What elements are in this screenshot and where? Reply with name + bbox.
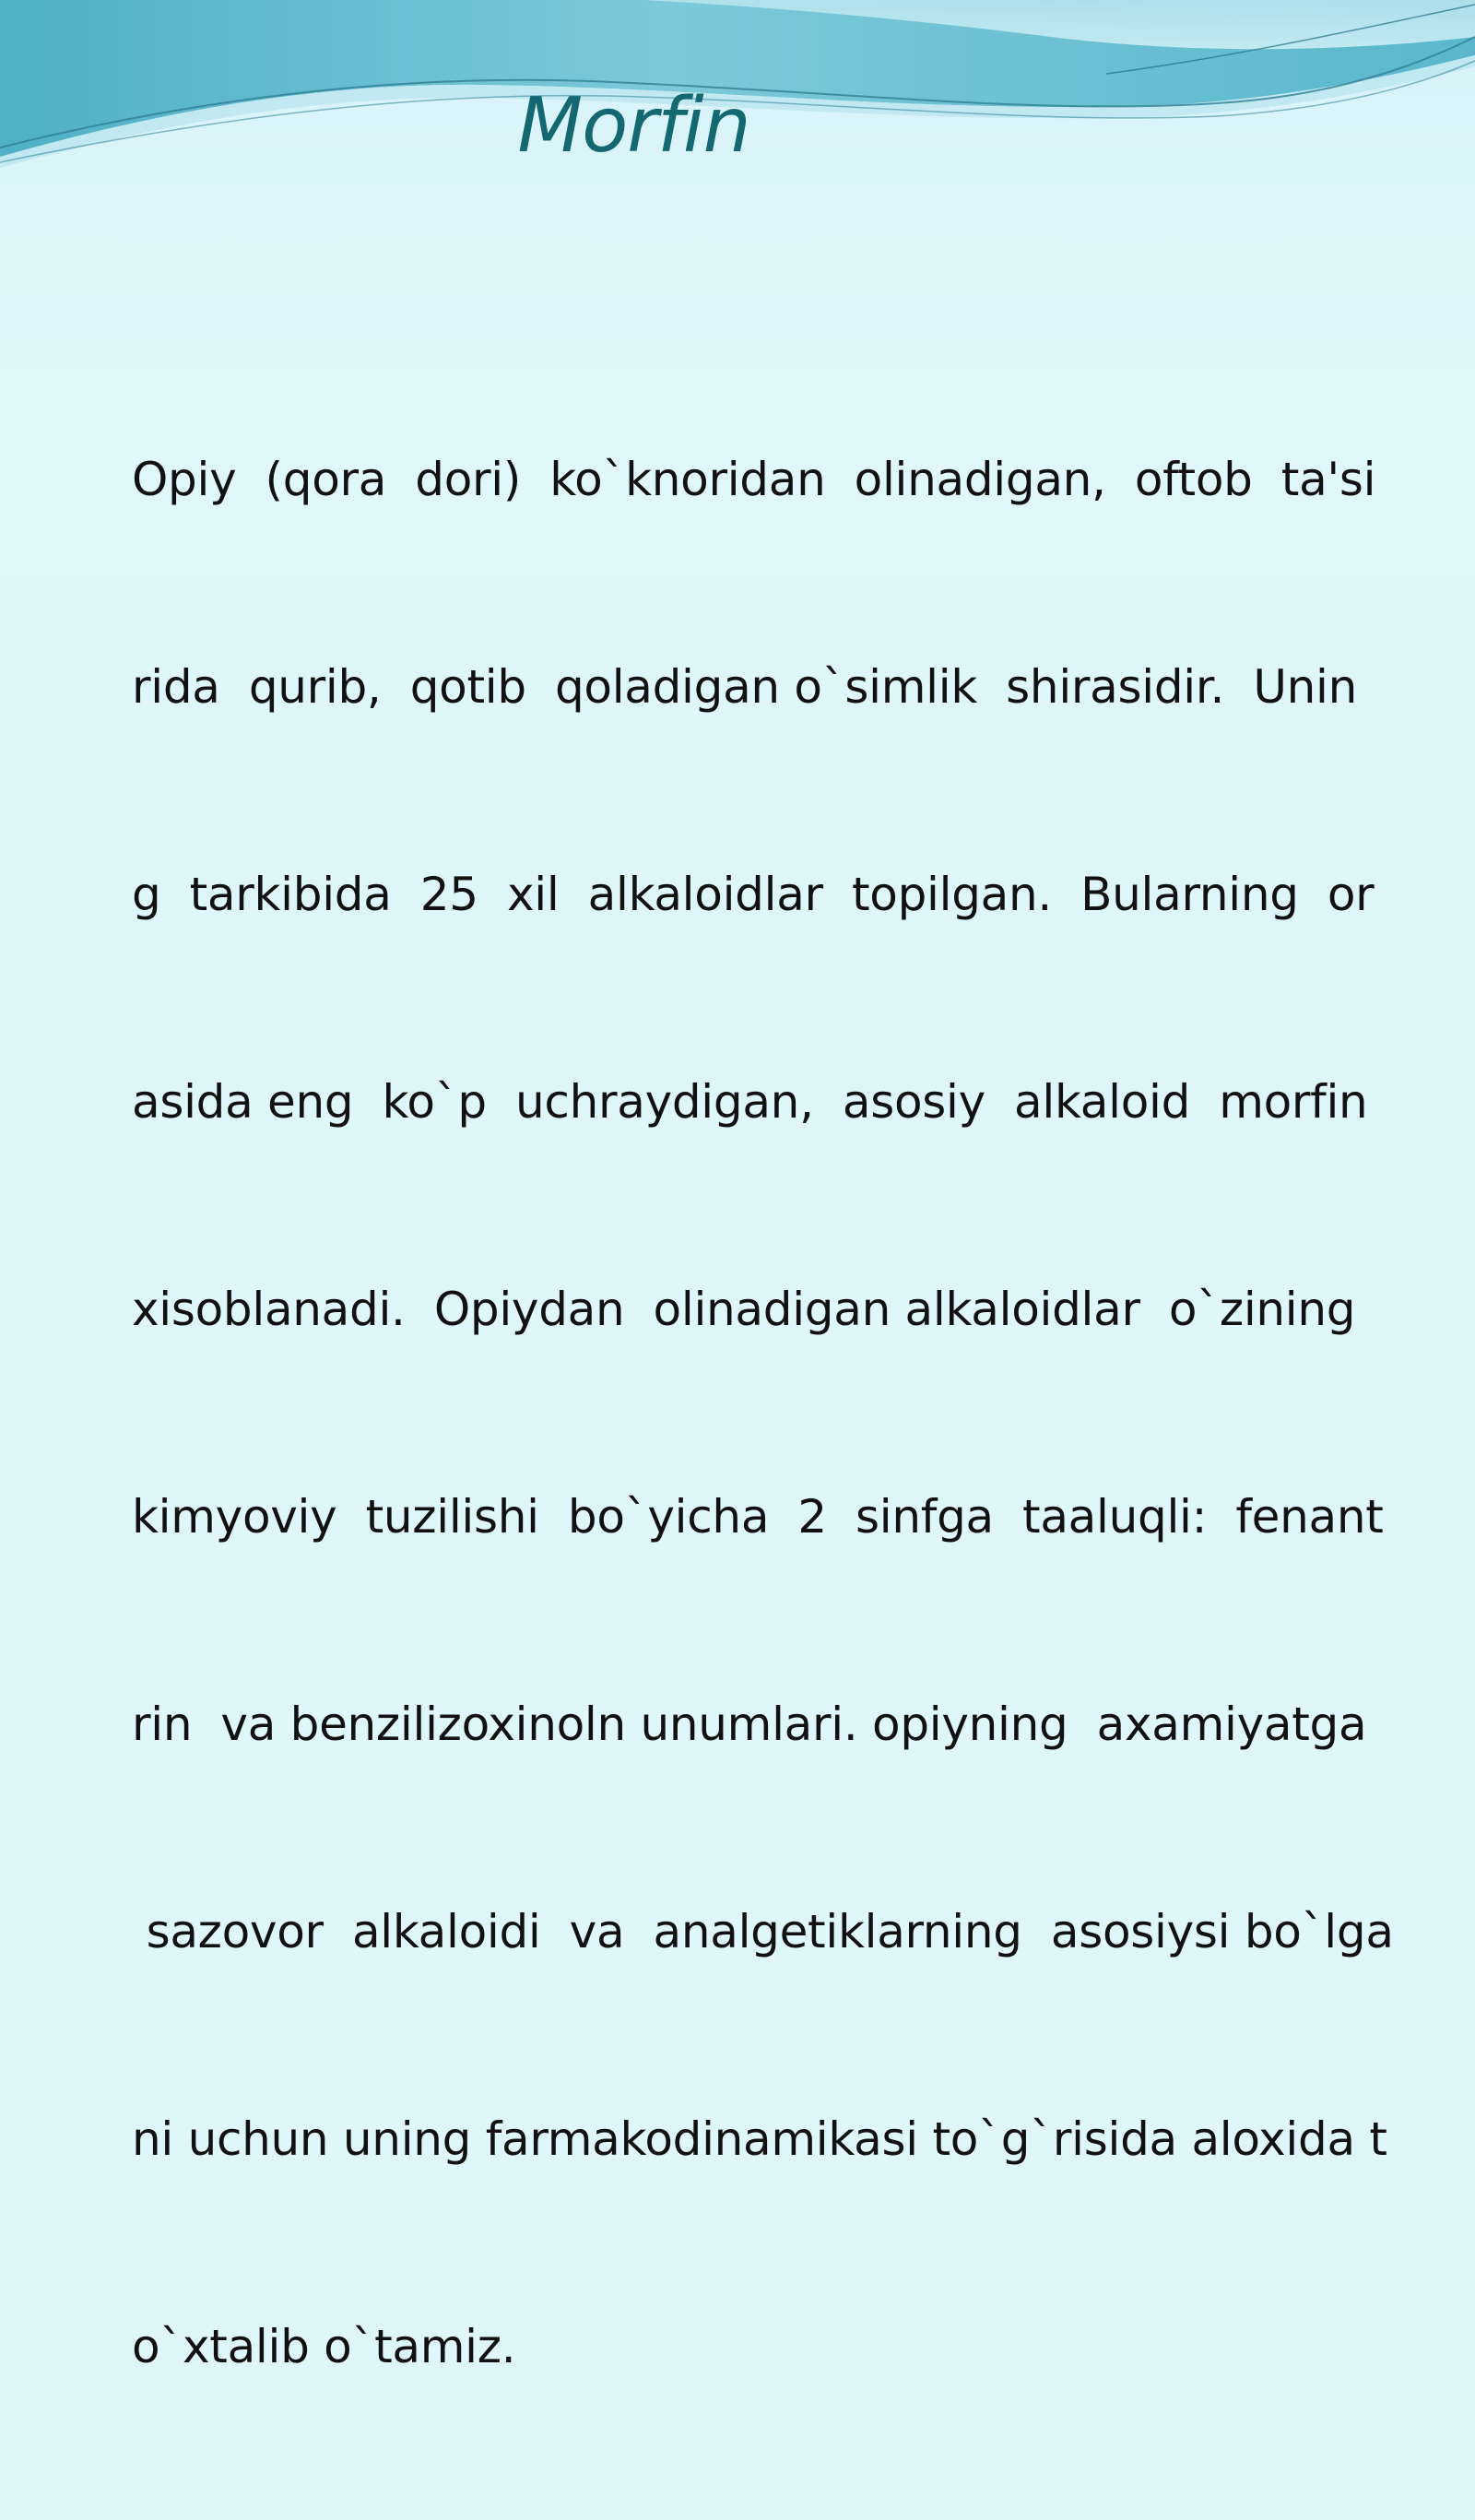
body-line: kimyoviy tuzilishi bo`yicha 2 sinfga taaluqli: fenant xyxy=(132,1490,1384,1544)
body-line: rida qurib, qotib qoladigan o`simlik shirasidir. Unin xyxy=(132,660,1357,714)
body-line: g tarkibida 25 xil alkaloidlar topilgan. Bularning or xyxy=(132,868,1375,921)
body-line: asida eng ko`p uchraydigan, asosiy alkaloid morfin xyxy=(132,1075,1368,1129)
body-line: sazovor alkaloidi va analgetiklarning asosiysi bo`lga xyxy=(132,1905,1394,1958)
body-line: Opiy (qora dori) ko`knoridan olinadigan, oftob ta'si xyxy=(132,453,1376,506)
body-line: ni uchun uning farmakodinamikasi to`g`risida aloxida t xyxy=(132,2112,1387,2166)
body-line: o`xtalib o`tamiz. xyxy=(132,2320,516,2373)
body-line: xisoblanadi. Opiydan olinadigan alkaloidlar o`zining xyxy=(132,1283,1356,1336)
slide-title: Morfin xyxy=(517,82,750,170)
slide-body-text xyxy=(132,307,1394,2520)
body-line: rin va benzilizoxinoln unumlari. opiyning axamiyatga xyxy=(132,1698,1367,1751)
